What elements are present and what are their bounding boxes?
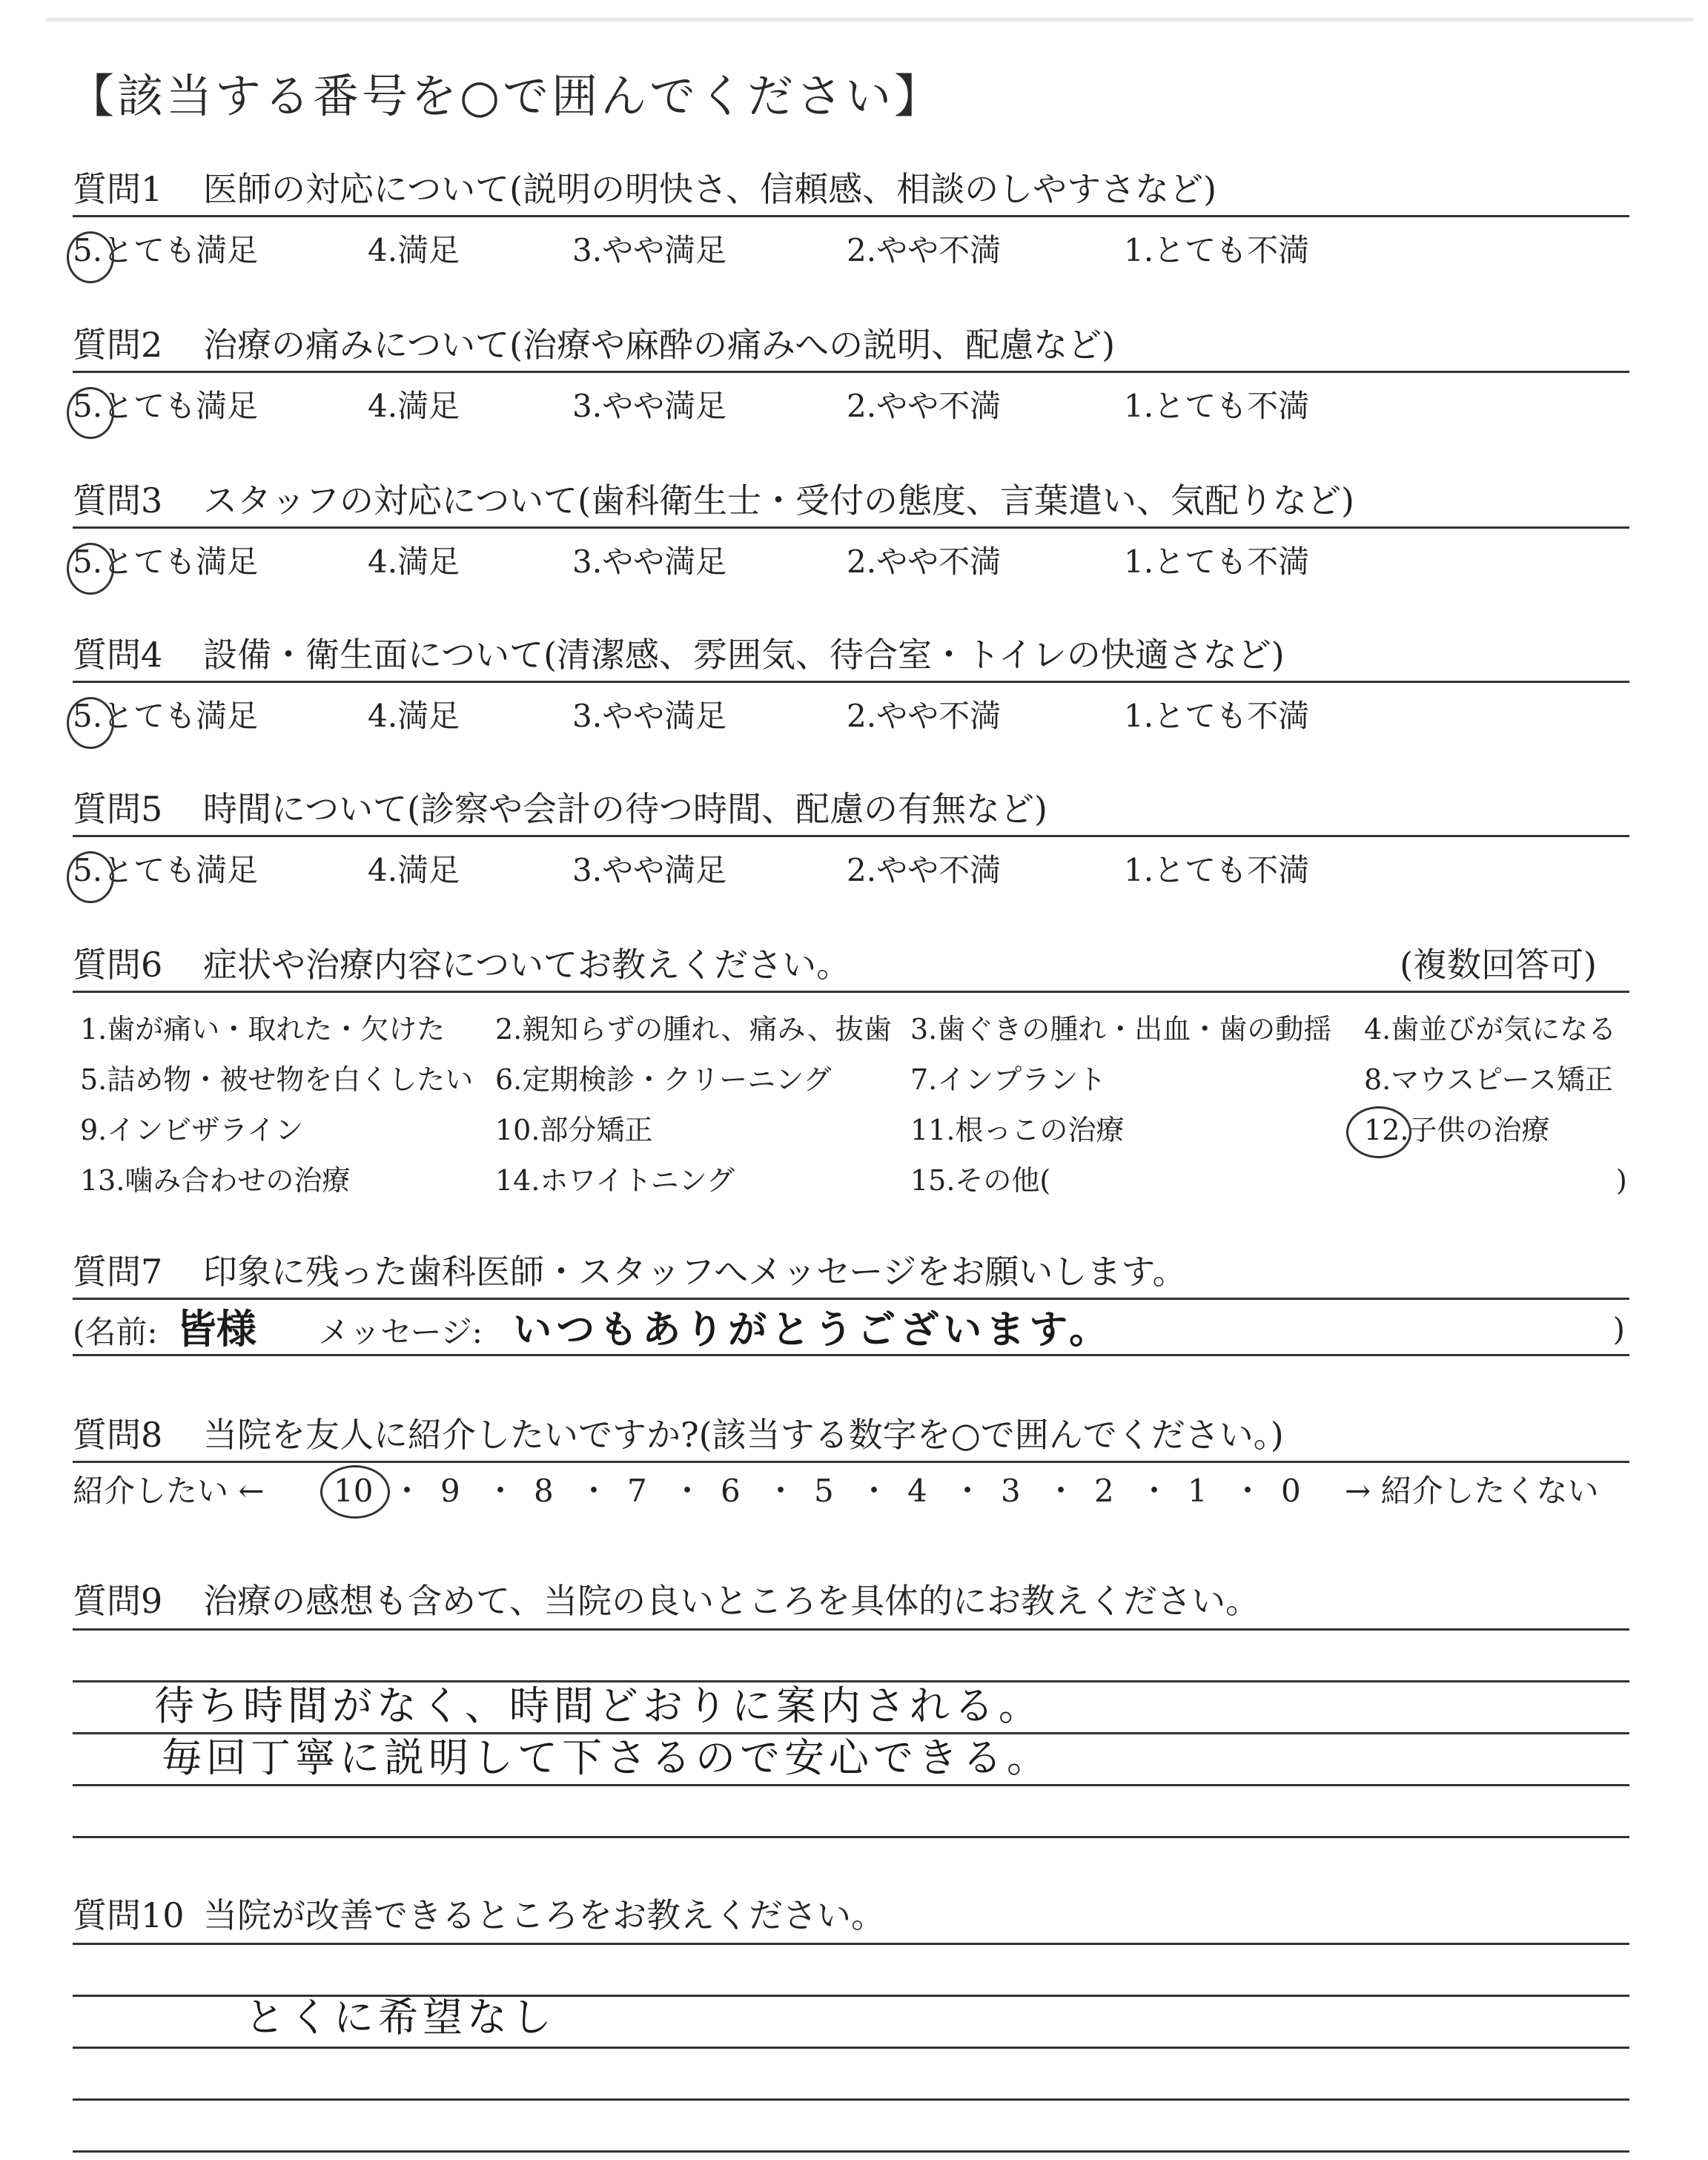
option-5[interactable]: 5.とても満足 bbox=[73, 384, 258, 429]
selection-circle bbox=[67, 543, 114, 595]
scale-left-label: 紹介したい ← bbox=[73, 1473, 265, 1509]
question-10-heading bbox=[73, 1889, 1629, 1941]
symptom-option-3[interactable]: 3.歯ぐきの腫れ・出血・歯の動揺 bbox=[910, 1013, 1332, 1046]
question-5-heading bbox=[73, 783, 1629, 837]
option-1[interactable]: 1.とても不満 bbox=[1124, 544, 1310, 580]
scale-dot: ・ bbox=[1045, 1473, 1077, 1509]
question-text: 印象に残った歯科医師・スタッフへメッセージをお願いします。 bbox=[203, 1252, 1187, 1292]
selection-circle bbox=[67, 697, 114, 749]
scale-right-label: → 紹介したくない bbox=[1345, 1473, 1599, 1509]
selection-circle bbox=[67, 231, 114, 283]
scale-6[interactable]: 6 bbox=[721, 1473, 741, 1509]
option-4[interactable]: 4.満足 bbox=[368, 852, 460, 888]
message-field[interactable] bbox=[73, 1305, 1629, 1356]
symptom-option-8[interactable]: 8.マウスピース矯正 bbox=[1364, 1063, 1613, 1096]
question-text: 医師の対応について(説明の明快さ、信頼感、相談のしやすさなど) bbox=[203, 169, 1217, 209]
symptom-option-15[interactable]: 15.その他( bbox=[910, 1164, 1051, 1197]
option-4[interactable]: 4.満足 bbox=[368, 388, 460, 424]
symptom-option-10[interactable]: 10.部分矯正 bbox=[495, 1114, 653, 1146]
option-2[interactable]: 2.やや不満 bbox=[847, 544, 1002, 580]
scale-9[interactable]: 9 bbox=[440, 1473, 460, 1509]
question-number: 質問3 bbox=[73, 480, 163, 521]
question-4-options bbox=[73, 694, 1629, 739]
scale-dot: ・ bbox=[1139, 1473, 1171, 1509]
option-1[interactable]: 1.とても不満 bbox=[1124, 698, 1310, 734]
question-number: 質問4 bbox=[73, 635, 163, 675]
selection-circle bbox=[320, 1465, 390, 1519]
question-text: 当院が改善できるところをお教えください。 bbox=[203, 1895, 885, 1935]
scale-dot: ・ bbox=[765, 1473, 797, 1509]
scale-5[interactable]: 5 bbox=[814, 1473, 834, 1509]
question-text: 設備・衛生面について(清潔感、雰囲気、待合室・トイレの快適さなど) bbox=[203, 635, 1285, 675]
question-5-options bbox=[73, 848, 1629, 893]
question-number: 質問2 bbox=[73, 325, 163, 365]
question-8-heading bbox=[73, 1409, 1629, 1463]
option-2[interactable]: 2.やや不満 bbox=[847, 698, 1002, 734]
selection-circle bbox=[67, 851, 114, 903]
name-value: 皆様 bbox=[176, 1306, 256, 1353]
multiple-answers-note: (複数回答可) bbox=[1400, 945, 1597, 985]
option-2[interactable]: 2.やや不満 bbox=[847, 232, 1002, 268]
option-1[interactable]: 1.とても不満 bbox=[1124, 388, 1310, 424]
question-3-options bbox=[73, 540, 1629, 584]
question-number: 質問1 bbox=[73, 169, 163, 209]
option-4[interactable]: 4.満足 bbox=[368, 232, 460, 268]
option-5[interactable]: 5.とても満足 bbox=[73, 694, 258, 739]
question-4-heading bbox=[73, 629, 1629, 683]
scale-dot: ・ bbox=[952, 1473, 984, 1509]
scale-10[interactable]: 10 bbox=[334, 1467, 373, 1516]
scale-dot: ・ bbox=[672, 1473, 704, 1509]
question-text: 治療の痛みについて(治療や麻酔の痛みへの説明、配慮など) bbox=[203, 325, 1116, 365]
question-number: 質問10 bbox=[73, 1895, 185, 1935]
selection-circle bbox=[67, 387, 114, 439]
scale-dot: ・ bbox=[858, 1473, 890, 1509]
symptom-option-14[interactable]: 14.ホワイトニング bbox=[495, 1164, 735, 1197]
option-3[interactable]: 3.やや満足 bbox=[572, 852, 727, 888]
answer-line bbox=[73, 1784, 1629, 1786]
answer-line bbox=[73, 1628, 1629, 1631]
symptom-option-9[interactable]: 9.インビザライン bbox=[80, 1114, 304, 1146]
name-label: (名前: bbox=[73, 1314, 158, 1350]
scale-dot: ・ bbox=[578, 1473, 610, 1509]
symptom-option-2[interactable]: 2.親知らずの腫れ、痛み、抜歯 bbox=[495, 1013, 892, 1046]
option-1[interactable]: 1.とても不満 bbox=[1124, 852, 1310, 888]
top-divider bbox=[46, 18, 1693, 22]
question-1-options bbox=[73, 228, 1629, 273]
symptom-option-7[interactable]: 7.インプラント bbox=[910, 1063, 1107, 1096]
page-title: 【該当する番号を○で囲んでください】 bbox=[68, 69, 944, 123]
question-text: スタッフの対応について(歯科衛生士・受付の態度、言葉遣い、気配りなど) bbox=[203, 480, 1354, 521]
symptom-option-11[interactable]: 11.根っこの治療 bbox=[910, 1114, 1125, 1146]
answer-9-line-2: 毎回丁寧に説明して下さるので安心できる。 bbox=[162, 1734, 1051, 1781]
option-4[interactable]: 4.満足 bbox=[368, 698, 460, 734]
message-label: メッセージ: bbox=[318, 1314, 483, 1350]
answer-line bbox=[73, 1836, 1629, 1838]
option-1[interactable]: 1.とても不満 bbox=[1124, 232, 1310, 268]
answer-line bbox=[73, 2150, 1629, 2153]
selection-circle bbox=[1346, 1106, 1411, 1158]
question-number: 質問7 bbox=[73, 1252, 163, 1292]
option-5[interactable]: 5.とても満足 bbox=[73, 540, 258, 584]
question-text: 当院を友人に紹介したいですか?(該当する数字を○で囲んでください。) bbox=[203, 1415, 1284, 1455]
scale-4[interactable]: 4 bbox=[907, 1473, 927, 1509]
question-number: 質問9 bbox=[73, 1581, 163, 1621]
option-3[interactable]: 3.やや満足 bbox=[572, 544, 727, 580]
scale-1[interactable]: 1 bbox=[1188, 1473, 1208, 1509]
other-close-paren: ) bbox=[1616, 1164, 1627, 1197]
scale-dot: ・ bbox=[485, 1473, 517, 1509]
scale-dot: ・ bbox=[391, 1473, 423, 1509]
answer-line bbox=[73, 2047, 1629, 2049]
option-3[interactable]: 3.やや満足 bbox=[572, 698, 727, 734]
symptom-option-13[interactable]: 13.噛み合わせの治療 bbox=[80, 1164, 351, 1197]
close-paren: ) bbox=[1612, 1311, 1625, 1347]
question-text: 症状や治療内容についてお教えください。 bbox=[203, 945, 851, 985]
question-number: 質問6 bbox=[73, 945, 163, 985]
question-number: 質問8 bbox=[73, 1415, 163, 1455]
scale-dot: ・ bbox=[1232, 1473, 1264, 1509]
question-6-heading bbox=[73, 939, 1629, 993]
symptom-option-4[interactable]: 4.歯並びが気になる bbox=[1364, 1013, 1617, 1046]
symptom-option-6[interactable]: 6.定期検診・クリーニング bbox=[495, 1063, 832, 1096]
option-4[interactable]: 4.満足 bbox=[368, 544, 460, 580]
question-1-heading bbox=[73, 163, 1629, 217]
question-number: 質問5 bbox=[73, 789, 163, 829]
scale-0[interactable]: 0 bbox=[1281, 1473, 1301, 1509]
question-text: 治療の感想も含めて、当院の良いところを具体的にお教えください。 bbox=[203, 1581, 1260, 1621]
question-3-heading bbox=[73, 475, 1629, 529]
answer-10-line-1: とくに希望なし bbox=[245, 1994, 556, 2041]
scale-2[interactable]: 2 bbox=[1094, 1473, 1114, 1509]
scale-8[interactable]: 8 bbox=[534, 1473, 554, 1509]
question-9-heading bbox=[73, 1575, 1629, 1627]
question-2-options bbox=[73, 384, 1629, 429]
option-5[interactable]: 5.とても満足 bbox=[73, 228, 258, 273]
answer-line bbox=[73, 1943, 1629, 1945]
scale-3[interactable]: 3 bbox=[1001, 1473, 1021, 1509]
question-text: 時間について(診察や会計の待つ時間、配慮の有無など) bbox=[203, 789, 1047, 829]
question-7-heading bbox=[73, 1246, 1629, 1300]
option-5[interactable]: 5.とても満足 bbox=[73, 848, 258, 893]
option-2[interactable]: 2.やや不満 bbox=[847, 388, 1002, 424]
symptom-option-5[interactable]: 5.詰め物・被せ物を白くしたい bbox=[80, 1063, 474, 1096]
symptom-option-12[interactable]: 12.子供の治療 bbox=[1364, 1111, 1549, 1149]
message-value: いつもありがとうございます。 bbox=[513, 1308, 1113, 1353]
scale-7[interactable]: 7 bbox=[627, 1473, 647, 1509]
answer-line bbox=[73, 2098, 1629, 2101]
answer-9-line-1: 待ち時間がなく、時間どおりに案内される。 bbox=[154, 1682, 1043, 1729]
option-3[interactable]: 3.やや満足 bbox=[572, 232, 727, 268]
recommend-scale bbox=[73, 1467, 1629, 1516]
option-3[interactable]: 3.やや満足 bbox=[572, 388, 727, 424]
question-2-heading bbox=[73, 319, 1629, 373]
symptom-option-1[interactable]: 1.歯が痛い・取れた・欠けた bbox=[80, 1013, 446, 1046]
option-2[interactable]: 2.やや不満 bbox=[847, 852, 1002, 888]
